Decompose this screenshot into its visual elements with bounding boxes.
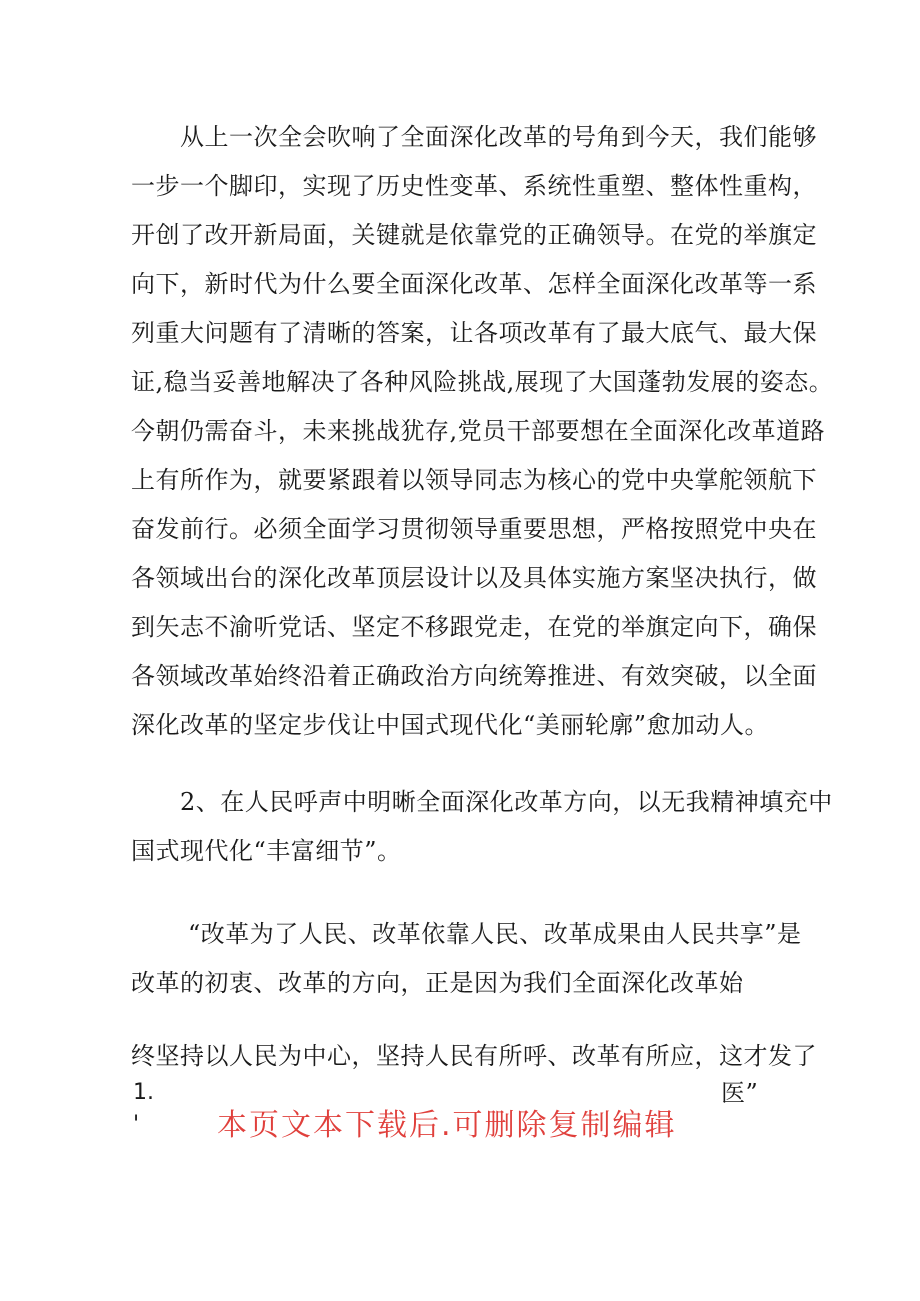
heading-line: 2、在人民呼声中明晰全面深化改革方向，以无我精神填充中 [180, 788, 833, 816]
text-line: 各领域改革始终沿着正确政治方向统筹推进、有效突破，以全面 [131, 662, 817, 690]
text-line: 终坚持以人民为中心，坚持人民有所呼、改革有所应，这才发了 [131, 1042, 817, 1070]
text-line: 一步一个脚印，实现了历史性变革、系统性重塑、整体性重构， [131, 172, 817, 200]
text-line: 从上一次全会吹响了全面深化改革的号角到今天，我们能够 [180, 123, 817, 151]
stray-mark: ' [133, 1112, 140, 1137]
text-line: 到矢志不渝听党话、坚定不移跟党走，在党的举旗定向下，确保 [131, 613, 817, 641]
stray-fragment-left: 1. [133, 1080, 154, 1105]
text-line: 改革的初衷、改革的方向，正是因为我们全面深化改革始 [131, 969, 744, 997]
text-line: 各领域出台的深化改革顶层设计以及具体实施方案坚决执行，做 [131, 564, 817, 592]
text-line: 向下，新时代为什么要全面深化改革、怎样全面深化改革等一系 [131, 270, 817, 298]
stray-fragment-right: 医” [721, 1079, 759, 1107]
text-line: 今朝仍需奋斗，未来挑战犹存,党员干部要想在全面深化改革道路 [131, 417, 826, 445]
text-line: “改革为了人民、改革依靠人民、改革成果由人民共享”是 [188, 920, 802, 948]
text-line: 证,稳当妥善地解决了各种风险挑战,展现了大国蓬勃发展的姿态。 [131, 368, 834, 396]
text-line: 深化改革的坚定步伐让中国式现代化“美丽轮廓”愈加动人。 [131, 711, 770, 739]
text-line: 奋发前行。必须全面学习贯彻领导重要思想，严格按照党中央在 [131, 515, 817, 543]
text-line: 上有所作为，就要紧跟着以领导同志为核心的党中央掌舵领航下 [131, 466, 817, 494]
text-line: 开创了改开新局面，关键就是依靠党的正确领导。在党的举旗定 [131, 221, 817, 249]
download-watermark: 本页文本下载后.可删除复制编辑 [217, 1108, 677, 1143]
text-line: 列重大问题有了清晰的答案，让各项改革有了最大底气、最大保 [131, 319, 817, 347]
heading-line: 国式现代化“丰富细节”。 [131, 837, 402, 865]
